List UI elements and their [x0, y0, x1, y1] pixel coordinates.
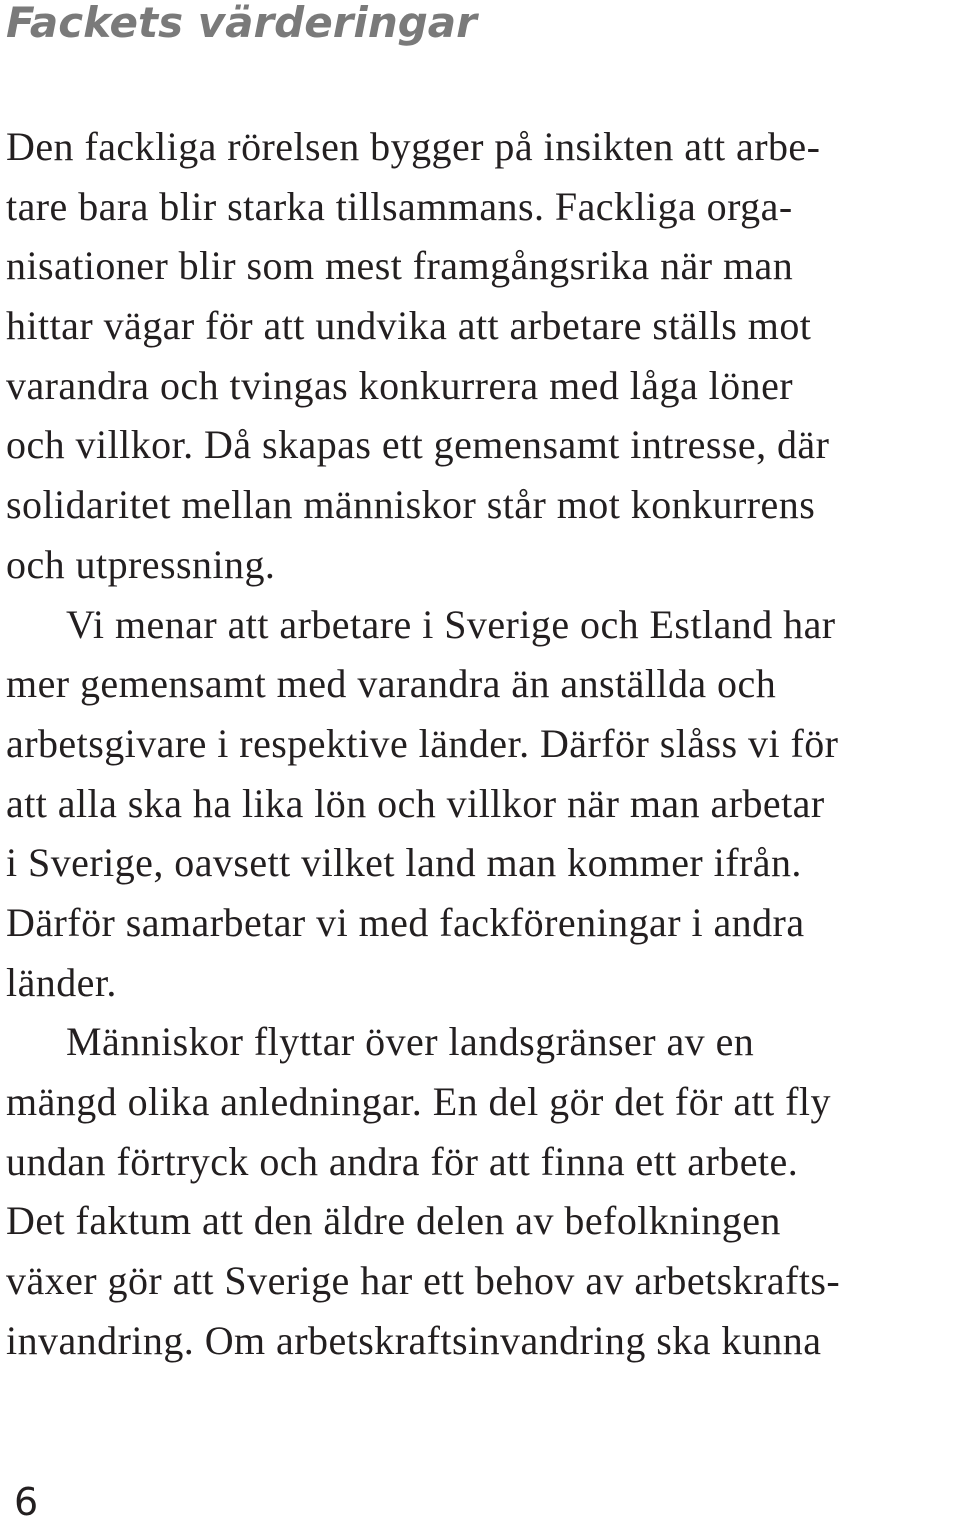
- text-line-paragraph-start: Vi menar att arbetare i Sverige och Estland har: [66, 601, 836, 647]
- body-text: [6, 117, 956, 1370]
- text-line: mer gemensamt med varandra än anställda och: [6, 661, 777, 707]
- text-line: tare bara blir starka tillsammans. Fackliga orga-: [6, 183, 793, 229]
- text-line: undan förtryck och andra för att finna ett arbete.: [6, 1138, 799, 1184]
- text-line: nisationer blir som mest framgångsrika när man: [6, 243, 794, 289]
- page-number: 6: [14, 1480, 39, 1524]
- text-line: varandra och tvingas konkurrera med låga löner: [6, 362, 794, 408]
- text-line: Den fackliga rörelsen bygger på insikten att arbe-: [6, 124, 821, 169]
- page-heading: Fackets värderingar: [6, 0, 477, 47]
- text-line: mängd olika anledningar. En del gör det för att fly: [6, 1079, 831, 1124]
- text-line: att alla ska ha lika lön och villkor när man arbetar: [6, 780, 825, 826]
- text-line: länder.: [6, 959, 117, 1005]
- text-line: Därför samarbetar vi med fackföreningar i andra: [6, 899, 805, 945]
- text-line: växer gör att Sverige har ett behov av arbetskrafts-: [6, 1258, 841, 1304]
- text-line: i Sverige, oavsett vilket land man kommer ifrån.: [6, 840, 802, 886]
- text-line: och villkor. Då skapas ett gemensamt intresse, där: [6, 422, 830, 468]
- text-line-paragraph-start: Människor flyttar över landsgränser av en: [66, 1019, 755, 1065]
- text-line: solidaritet mellan människor står mot konkurrens: [6, 482, 816, 528]
- text-line: hittar vägar för att undvika att arbetare ställs mot: [6, 303, 812, 349]
- text-line: Det faktum att den äldre delen av befolkningen: [6, 1198, 781, 1244]
- text-line: och utpressning.: [6, 541, 276, 587]
- text-line: invandring. Om arbetskraftsinvandring ska kunna: [6, 1317, 822, 1363]
- text-line: arbetsgivare i respektive länder. Därför slåss vi för: [6, 720, 839, 766]
